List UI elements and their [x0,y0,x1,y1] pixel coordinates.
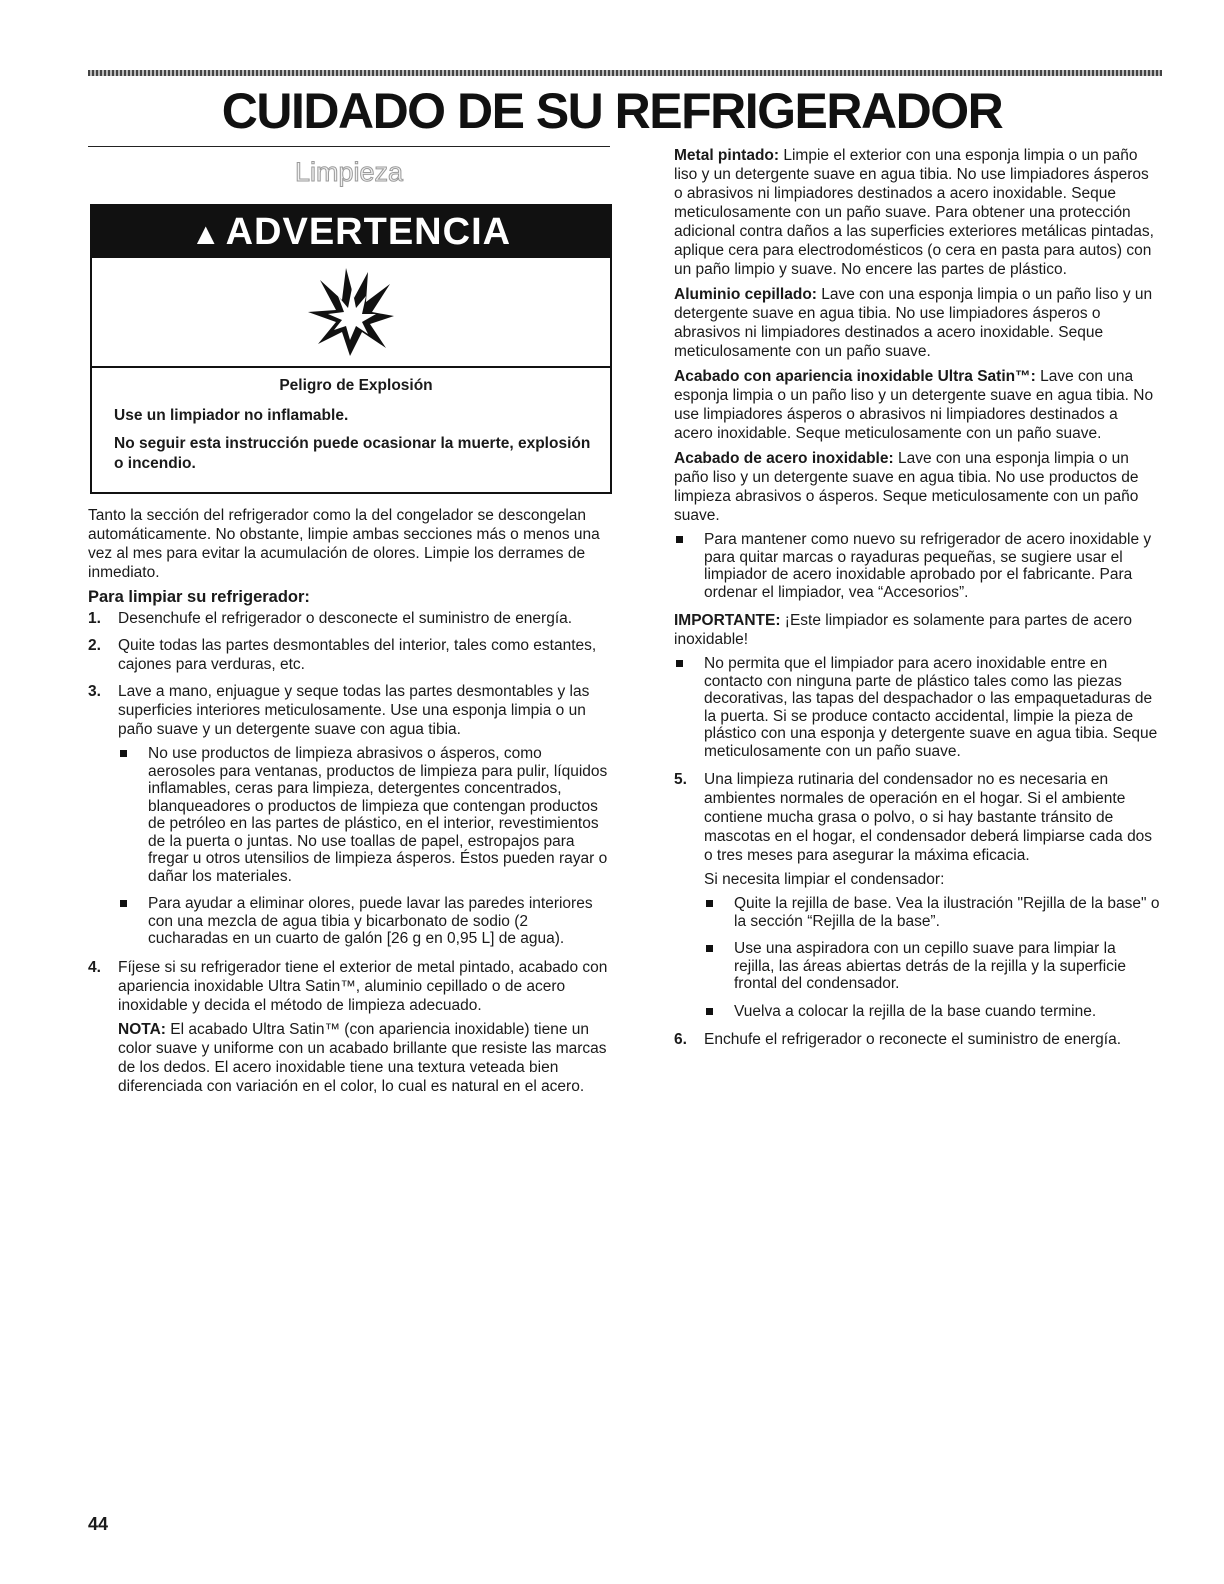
warning-icon-panel [92,258,610,368]
page-title: CUIDADO DE SU REFRIGERADOR [221,83,1003,139]
ultra-satin-paragraph [674,367,1160,443]
page-number: 44 [88,1514,109,1534]
bullet-item: No permita que el limpiador para acero inoxidable entre en contacto con ninguna parte de plástico tales como las piezas decorativas, las tapas del despachador o las empaquetaduras de la puerta. Si se produce contacto accidental, limpie la pieza de plástico con una esponja y detergente suave en agua tibia. Seque meticulosamente con un paño suave. [674,655,1160,760]
bullet-item: Para mantener como nuevo su refrigerador de acero inoxidable y para quitar marcas o rayaduras pequeñas, se sugiere usar el limpiador de acero inoxidable aprobado por el fabricante. Para ordenar el limpiador, vea “Accesorios”. [674,531,1160,601]
explosion-icon [306,266,396,358]
bullet-item: Use una aspiradora con un cepillo suave para limpiar la rejilla, las áreas abiertas detrás de la rejilla y la superficie frontal del condensador. [704,940,1160,993]
step-3-bullets [118,745,610,948]
steps-heading: Para limpiar su refrigerador: [88,588,310,606]
condenser-bullets [704,895,1160,1020]
section-subtitle: Limpieza [294,157,404,187]
bullet-item: Quite la rejilla de base. Vea la ilustración "Rejilla de la base" o la sección “Rejilla de la base”. [704,895,1160,930]
stainless-steel-paragraph [674,449,1160,525]
step-item [674,1030,1160,1049]
important-paragraph [674,611,1160,649]
stainless-steel-label: Acabado de acero inoxidable: [674,450,894,467]
brushed-aluminum-paragraph [674,285,1160,361]
step-item [88,682,610,948]
step-text: Enchufe el refrigerador o reconecte el suministro de energía. [704,1031,1122,1048]
step-number: 2. [88,637,101,654]
cleaning-steps [88,609,610,1096]
bullet-item: Para ayudar a eliminar olores, puede lavar las paredes interiores con una mezcla de agua tibia y bicarbonato de sodio (2 cucharadas en un cuarto de galón [26 g en 0,95 L] de agua). [118,895,610,948]
important-bullets [674,655,1160,760]
note-text: El acabado Ultra Satin™ (con apariencia inoxidable) tiene un color suave y uniforme con un acabado brillante que resiste las marcas de los dedos. El acero inoxidable tiene una textura veteada bien diferenciada con variación en el color, lo cual es natural en el acero. [118,1020,607,1095]
brushed-aluminum-label: Aluminio cepillado: [674,286,817,303]
step-item [88,958,610,1096]
brushed-aluminum-text: Lave con una esponja limpia o un paño liso y un detergente suave en agua tibia. No use limpiadores ásperos o abrasivos ni limpiadores destinados a acero inoxidable. Seque meticulosamente con un paño suave. [674,286,1153,360]
warning-box [90,204,612,494]
step-number: 3. [88,683,101,700]
left-column [88,146,610,1104]
cleaning-steps-continued [674,770,1160,1049]
warning-instruction: Use un limpiador no inflamable. [114,407,349,424]
warning-triangle-icon: ▲ [190,218,222,251]
section-rule [88,146,610,147]
step-text: Una limpieza rutinaria del condensador no es necesaria en ambientes normales de operación en el hogar. Si el ambiente contiene mucha grasa o polvo, o si hay bastante tránsito de mascotas en el hogar, el condensador deberá limpiarse cada dos o tres meses para asegurar la máxima eficacia. [704,771,1153,864]
painted-metal-text: Limpie el exterior con una esponja limpia o un paño liso y un detergente suave en agua tibia. No use limpiadores ásperos o abrasivos ni limpiadores destinados a acero inoxidable. Seque meticulosamente con un paño suave. Para obtener una protección adicional contra daños a las superficies exteriores metálicas pintadas, aplique cera para electrodomésticos (o cera en pasta para autos) con un paño limpio y suave. No encere las partes de plástico. [674,147,1154,278]
top-rule [88,70,1162,76]
step-number: 5. [674,771,687,788]
right-column [674,146,1160,1057]
warning-heading: ADVERTENCIA [225,211,512,253]
warning-consequence: No seguir esta instrucción puede ocasionar la muerte, explosión o incendio. [114,435,591,472]
ultra-satin-label: Acabado con apariencia inoxidable Ultra Satin™: [674,368,1036,385]
important-label: IMPORTANTE: [674,612,781,629]
stainless-bullets [674,531,1160,601]
step-number: 6. [674,1031,687,1048]
intro-paragraph: Tanto la sección del refrigerador como la del congelador se descongelan automáticamente. No obstante, limpie ambas secciones más o menos una vez al mes para evitar la acumulación de olores. Limpie los derrames de inmediato. [88,507,600,581]
step-text: Desenchufe el refrigerador o desconecte el suministro de energía. [118,610,573,627]
step-item [88,636,610,674]
note-paragraph [118,1020,610,1096]
warning-hazard: Peligro de Explosión [279,377,433,394]
warning-body [92,368,610,492]
ultra-satin-text: Lave con una esponja limpia o un paño liso y un detergente suave en agua tibia. No use limpiadores ásperos o abrasivos ni limpiadores destinados a acero inoxidable. Seque meticulosamente con un paño suave. [674,368,1154,442]
stainless-steel-text: Lave con una esponja limpia o un paño liso y un detergente suave en agua tibia. No use productos de limpieza abrasivos o ásperos. Seque meticulosamente con un paño suave. [674,450,1139,524]
bullet-item: Vuelva a colocar la rejilla de la base cuando termine. [704,1003,1160,1021]
important-text: ¡Este limpiador es solamente para partes de acero inoxidable! [674,612,1132,648]
step-item [88,609,610,628]
step-text: Fíjese si su refrigerador tiene el exterior de metal pintado, acabado con apariencia inoxidable Ultra Satin™, aluminio cepillado o de acero inoxidable y decida el método de limpieza adecuado. [118,958,608,1014]
note-label: NOTA: [118,1020,166,1038]
step-number: 1. [88,610,101,627]
step-subtext: Si necesita limpiar el condensador: [704,871,945,888]
step-text: Quite todas las partes desmontables del interior, tales como estantes, cajones para verduras, etc. [118,637,597,673]
step-text: Lave a mano, enjuague y seque todas las partes desmontables y las superficies interiores meticulosamente. Use una esponja limpia o un paño suave y un detergente suave con agua tibia. [118,683,590,738]
painted-metal-label: Metal pintado: [674,147,780,164]
step-item [674,770,1160,1020]
bullet-item: No use productos de limpieza abrasivos o ásperos, como aerosoles para ventanas, productos de limpieza para pulir, líquidos inflamables, ceras para limpieza, detergentes concentrados, blanqueadores o productos de limpieza que contengan productos de petróleo en las partes de plástico, en el interior, revestimientos de la puerta o juntas. No use toallas de papel, estropajos para fregar u otros utensilios de limpieza ásperos. Éstos pueden rayar o dañar los materiales. [118,745,610,885]
painted-metal-paragraph [674,146,1160,279]
warning-header [92,206,610,258]
step-number: 4. [88,958,101,976]
